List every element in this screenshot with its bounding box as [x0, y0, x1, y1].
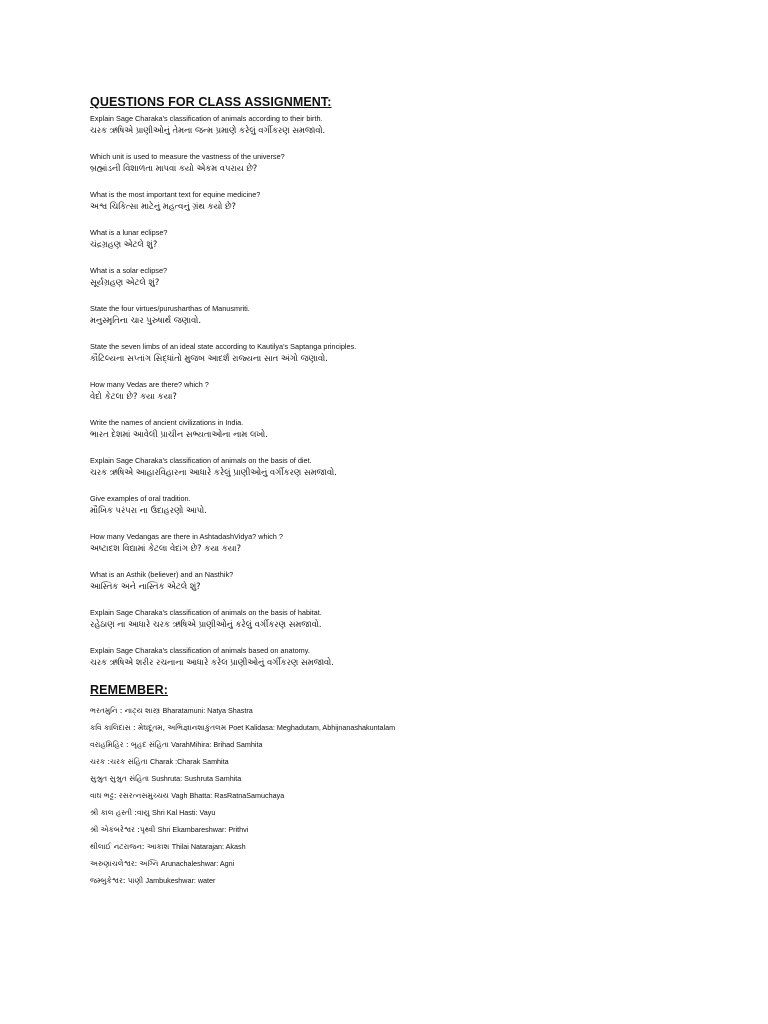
remember-gujarati: શ્રી કાલ હસ્તી :વાયુ: [90, 808, 150, 817]
remember-gujarati: સુશ્રુત સુશ્રુત સંહિતા: [90, 774, 150, 783]
remember-english: VarahMihira: Brihad Samhita: [171, 740, 263, 749]
remember-english: Poet Kalidasa: Meghadutam, Abhijnanashakuntalam: [228, 723, 396, 732]
remember-english: Thilai Natarajan: Akash: [171, 842, 246, 851]
question-english: Which unit is used to measure the vastness of the universe?: [90, 152, 285, 161]
remember-english: Charak :Charak Samhita: [149, 757, 229, 766]
question-english: Write the names of ancient civilizations in India.: [90, 418, 244, 427]
remember-english: Bharatamuni: Natya Shastra: [162, 706, 253, 715]
question-gujarati: ચરક ઋષિએ શરીર રચનાના આધારે કરેલ પ્રાણીઓનું વર્ગીકરણ સમજાવો.: [90, 657, 334, 667]
remember-gujarati: શ્રી એકંબરેશ્વર :પૃથ્વી: [90, 825, 156, 834]
remember-english: Shri Kal Hasti: Vayu: [151, 808, 216, 817]
question-english: What is a solar eclipse?: [90, 266, 168, 275]
question-gujarati: મનુસ્મૃતિના ચાર પુરુષાર્થ જણાવો.: [90, 315, 201, 325]
remember-item: [90, 787, 730, 804]
question-item: [90, 380, 730, 402]
remember-item: [90, 872, 730, 889]
remember-gujarati: ચરક :ચરક સંહિતા: [90, 757, 148, 766]
question-english: How many Vedangas are there in AshtadashVidya? which ?: [90, 532, 283, 541]
question-english: How many Vedas are there? which ?: [90, 380, 209, 389]
question-item: [90, 266, 730, 288]
remember-english: Arunachaleshwar: Agni: [160, 859, 235, 868]
remember-item: [90, 804, 730, 821]
question-gujarati: અષ્ટાદશ વિદ્યામાં કેટલા વેદાંગ છે? કયા કયા?: [90, 543, 242, 553]
remember-english: Shri Ekambareshwar: Prithvi: [157, 825, 249, 834]
question-item: [90, 646, 730, 668]
remember-item: [90, 753, 730, 770]
question-gujarati: ચરક ઋષિએ પ્રાણીઓનું તેમના જન્મ પ્રમાણે કરેલું વર્ગીકરણ સમજાવો.: [90, 125, 326, 135]
remember-item: [90, 838, 730, 855]
remember-english: Sushruta: Sushruta Samhita: [151, 774, 242, 783]
remember-gujarati: જમ્બુકેશ્વર: પાણી: [90, 876, 144, 885]
question-item: [90, 456, 730, 478]
remember-gujarati: અરુણાચલેશ્વર: અગ્નિ: [90, 859, 159, 868]
remember-item: [90, 736, 730, 753]
remember-item: [90, 855, 730, 872]
remember-item: [90, 770, 730, 787]
remember-english: Jambukeshwar: water: [145, 876, 216, 885]
questions-list: [90, 114, 730, 668]
remember-heading: REMEMBER:: [90, 683, 168, 697]
question-item: [90, 228, 730, 250]
question-item: [90, 190, 730, 212]
question-item: [90, 570, 730, 592]
question-item: [90, 494, 730, 516]
question-gujarati: સૂર્યગ્રહણ એટલે શું?: [90, 277, 160, 287]
question-english: Explain Sage Charaka's classification of animals on the basis of diet.: [90, 456, 312, 465]
question-item: [90, 304, 730, 326]
questions-heading: QUESTIONS FOR CLASS ASSIGNMENT:: [90, 95, 332, 109]
question-gujarati: રહેઠાણ ના આધારે ચરક ઋષિએ પ્રાણીઓનું કરેલું વર્ગીકરણ સમજાવો.: [90, 619, 322, 629]
remember-item: [90, 821, 730, 838]
question-english: What is an Asthik (believer) and an Nasthik?: [90, 570, 234, 579]
question-english: What is a lunar eclipse?: [90, 228, 168, 237]
question-item: [90, 608, 730, 630]
question-gujarati: વેદો કેટલા છે? કયા કયા?: [90, 391, 177, 401]
question-english: Explain Sage Charaka's classification of animals on the basis of habitat.: [90, 608, 322, 617]
question-gujarati: આસ્તિક અને નાસ્તિક એટલે શું?: [90, 581, 201, 591]
remember-gujarati: વરાહમિહિર : બૃહદ સંહિતા: [90, 740, 169, 749]
remember-gujarati: ભરતમુનિ : નાટ્ય શાસ્ત્ર: [90, 706, 161, 715]
remember-list: [90, 702, 730, 889]
question-gujarati: કૌટિલ્યના સપ્તાંગ સિદ્ધાંતો મુજબ આદર્શ રાજ્યના સાત અંગો જણાવો.: [90, 353, 328, 363]
remember-gujarati: થીલાઈ નટરાજન: આકાશ: [90, 842, 170, 851]
question-item: [90, 532, 730, 554]
question-gujarati: મૌખિક પરંપરા ના ઉદાહરણો આપો.: [90, 505, 207, 515]
question-english: Explain Sage Charaka's classification of animals according to their birth.: [90, 114, 323, 123]
document-page: [90, 94, 730, 889]
question-english: What is the most important text for equine medicine?: [90, 190, 261, 199]
remember-item: [90, 702, 730, 719]
question-gujarati: ચંદ્રગ્રહણ એટલે શું?: [90, 239, 158, 249]
remember-gujarati: કવિ કાલિદાસ : મેઘદૂતમ, અભિજ્ઞાનશાકુંતલમ: [90, 723, 227, 732]
question-english: State the seven limbs of an ideal state according to Kautilya's Saptanga principles.: [90, 342, 357, 351]
remember-gujarati: વાઘ ભટ્ટ: રસરત્નસમુચ્ચય: [90, 791, 169, 800]
question-item: [90, 152, 730, 174]
question-item: [90, 342, 730, 364]
question-item: [90, 418, 730, 440]
question-english: State the four virtues/purusharthas of Manusmriti.: [90, 304, 250, 313]
remember-english: Vagh Bhatta: RasRatnaSamuchaya: [171, 791, 285, 800]
question-english: Explain Sage Charaka's classification of animals based on anatomy.: [90, 646, 310, 655]
question-gujarati: ચરક ઋષિએ આહારવિહારના આધારે કરેલું પ્રાણીઓનું વર્ગીકરણ સમજાવો.: [90, 467, 337, 477]
question-item: [90, 114, 730, 136]
question-gujarati: અશ્વ ચિકિત્સા માટેનું મહત્વનું ગ્રંથ કયો છે?: [90, 201, 236, 211]
question-gujarati: ભારત દેશમાં આવેલી પ્રાચીન સભ્યતાઓના નામ લખો.: [90, 429, 268, 439]
question-english: Give examples of oral tradition.: [90, 494, 191, 503]
question-gujarati: બ્રહ્માંડની વિશાળતા માપવા કયો એકમ વપરાય છે?: [90, 163, 258, 173]
remember-item: [90, 719, 730, 736]
